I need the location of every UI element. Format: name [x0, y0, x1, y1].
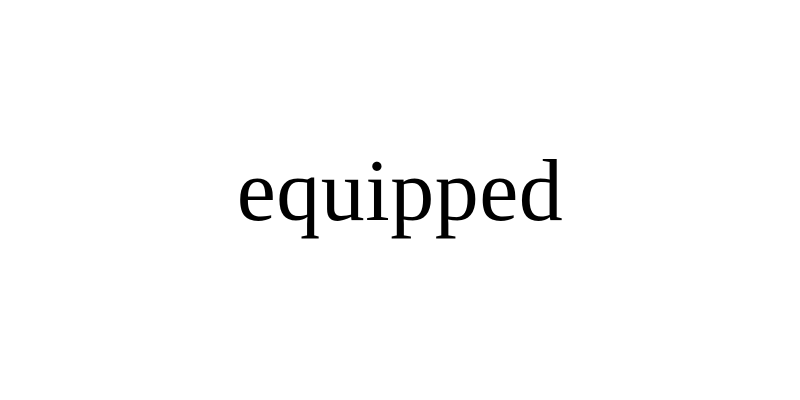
word-text: equipped — [236, 143, 564, 240]
